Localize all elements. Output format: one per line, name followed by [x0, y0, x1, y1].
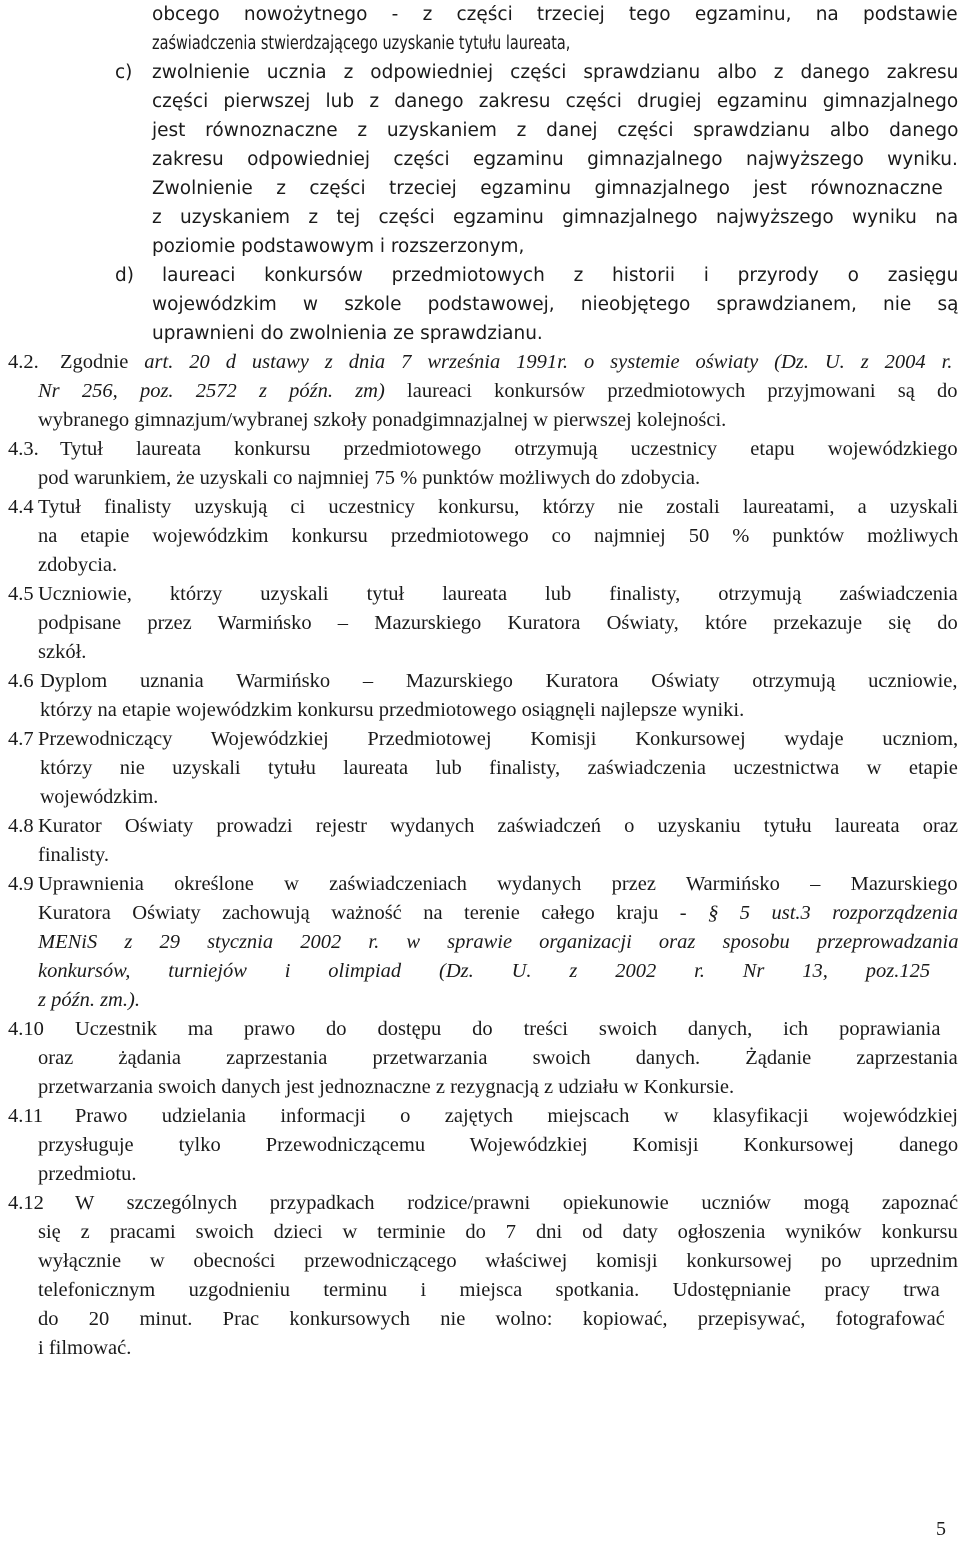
text-run: i filmować.: [38, 1337, 132, 1359]
italic-citation: MENiS z 29 stycznia 2002 r. w sprawie organizacji oraz sposobu przeprowadzania: [38, 931, 959, 953]
item-number: 4.11: [8, 1105, 44, 1127]
text-line: [75, 1102, 958, 1131]
text-line: [152, 203, 958, 232]
text-line: [75, 1015, 940, 1044]
item-number: 4.4: [8, 496, 34, 518]
text-line: [38, 551, 117, 580]
text-line: [38, 638, 86, 667]
text-run: podpisane przez Warmińsko – Mazurskiego Kuratora Oświaty, które przekazuje się do: [38, 612, 958, 634]
text-run: jest równoznaczne z uzyskaniem z danej części sprawdzianu albo danego: [152, 120, 959, 141]
italic-citation: Nr 256, poz. 2572 z późn. zm): [38, 380, 385, 402]
text-line: [38, 1276, 940, 1305]
text-run: Uczestnik ma prawo do dostępu do treści swoich danych, ich poprawiania: [75, 1018, 941, 1040]
text-run: Dyplom uznania Warmińsko – Mazurskiego Kuratora Oświaty otrzymują uczniowie,: [40, 670, 958, 692]
italic-citation: art. 20 d ustawy z dnia 7 września 1991r. o systemie oświaty (Dz. U. z 2004 r.: [144, 351, 953, 373]
text-run: Tytuł laureata konkursu przedmiotowego otrzymują uczestnicy etapu wojewódzkiego: [60, 438, 958, 460]
text-line: [38, 957, 930, 986]
text-run: przetwarzania swoich danych jest jednoznaczne z rezygnacją z udziału w Konkursie.: [38, 1076, 735, 1098]
text-run: na etapie wojewódzkim konkursu przedmiotowego co najmniej 50 % punktów możliwych: [38, 525, 959, 547]
text-line: [40, 667, 958, 696]
text-run: Zwolnienie z części trzeciej egzaminu gimnazjalnego jest równoznaczne: [152, 178, 943, 199]
text-run: pod warunkiem, że uzyskali co najmniej 75 % punktów możliwych do zdobycia.: [38, 467, 701, 489]
text-run: części pierwszej lub z danego zakresu części drugiej egzaminu gimnazjalnego: [152, 91, 959, 112]
text-line: [38, 464, 700, 493]
text-run: którzy na etapie wojewódzkim konkursu przedmiotowego osiągnęli najlepsze wyniki.: [40, 699, 745, 721]
item-number: 4.12: [8, 1192, 44, 1214]
text-run: finalisty.: [38, 844, 109, 866]
text-run: Uprawnienia określone w zaświadczeniach wydanych przez Warmińsko – Mazurskiego: [38, 873, 958, 895]
text-line: [38, 1131, 958, 1160]
text-line: [38, 928, 958, 957]
text-run: się z pracami swoich dzieci w terminie do 7 dni od daty ogłoszenia wyników konkursu: [38, 1221, 958, 1243]
text-line: [152, 290, 958, 319]
text-run: zaświadczenia stwierdzającego uzyskanie tytułu laureata,: [152, 33, 571, 54]
text-line: [38, 1073, 734, 1102]
text-line: [152, 116, 958, 145]
text-line: [152, 145, 958, 174]
text-run: szkół.: [38, 641, 87, 663]
italic-citation: konkursów, turniejów i olimpiad (Dz. U. z 2002 r. Nr 13, poz.125: [38, 960, 931, 982]
text-line: [38, 406, 726, 435]
item-number: 4.7: [8, 728, 34, 750]
text-line: [40, 696, 744, 725]
page-number: 5: [936, 1518, 946, 1540]
text-run: obcego nowożytnego - z części trzeciej tego egzaminu, na podstawie: [152, 4, 958, 25]
item-number: d): [115, 265, 134, 286]
text-run: Prawo udzielania informacji o zajętych miejscach w klasyfikacji wojewódzkiej: [75, 1105, 958, 1127]
text-line: [38, 725, 958, 754]
text-line: [40, 783, 158, 812]
text-line: [152, 0, 958, 29]
text-line: [152, 87, 958, 116]
item-number: 4.6: [8, 670, 34, 692]
item-number: 4.9: [8, 873, 34, 895]
text-run: Przewodniczący Wojewódzkiej Przedmiotowej Komisji Konkursowej wydaje uczniom,: [38, 728, 959, 750]
text-line: [38, 1305, 945, 1334]
text-run: zakresu odpowiedniej części egzaminu gimnazjalnego najwyższego wyniku.: [152, 149, 958, 170]
text-run: wojewódzkim.: [40, 786, 159, 808]
text-run: wybranego gimnazjum/wybranej szkoły ponadgimnazjalnej w pierwszej kolejności.: [38, 409, 727, 431]
text-line: [162, 261, 958, 290]
text-line: [40, 754, 958, 783]
italic-citation: § 5 ust.3 rozporządzenia: [708, 902, 958, 924]
text-run: Uczniowie, którzy uzyskali tytuł laureata lub finalisty, otrzymują zaświadczenia: [38, 583, 958, 605]
text-run: W szczególnych przypadkach rodzice/prawni opiekunowie uczniów mogą zapoznać: [75, 1192, 959, 1214]
text-run: wojewódzkim w szkole podstawowej, nieobjętego sprawdzianem, nie są: [152, 294, 959, 315]
text-line: [38, 493, 958, 522]
text-run: przedmiotu.: [38, 1163, 137, 1185]
text-line: [38, 580, 958, 609]
text-run: oraz żądania zaprzestania przetwarzania swoich danych. Żądanie zaprzestania: [38, 1047, 958, 1069]
text-line: [60, 348, 952, 377]
item-number: 4.2.: [8, 351, 39, 373]
text-line: [38, 1247, 958, 1276]
text-line: [38, 609, 958, 638]
item-number: c): [115, 62, 133, 83]
text-run: którzy nie uzyskali tytułu laureata lub finalisty, zaświadczenia uczestnictwa w etapie: [40, 757, 958, 779]
text-run: zdobycia.: [38, 554, 118, 576]
text-line: [152, 58, 958, 87]
text-line: [75, 1189, 958, 1218]
text-line: [38, 1218, 958, 1247]
text-run: telefonicznym uzgodnieniu terminu i miejsca spotkania. Udostępnianie pracy trwa: [38, 1279, 940, 1301]
text-line: [38, 1044, 958, 1073]
text-line: [152, 29, 570, 58]
text-run: uprawnieni do zwolnienia ze sprawdzianu.: [152, 323, 543, 344]
text-run: przysługuje tylko Przewodniczącemu Wojewódzkiej Komisji Konkursowej danego: [38, 1134, 959, 1156]
item-number: 4.3.: [8, 438, 39, 460]
text-line: [38, 986, 140, 1015]
italic-citation: z późn. zm.).: [38, 989, 140, 1011]
text-line: [38, 1334, 131, 1363]
item-number: 4.8: [8, 815, 34, 837]
text-run: laureaci konkursów przedmiotowych przyjmowani są do: [384, 380, 958, 402]
text-line: [38, 1160, 137, 1189]
text-line: [38, 841, 109, 870]
text-line: [152, 319, 543, 348]
text-run: Kuratora Oświaty zachowują ważność na terenie całego kraju -: [38, 902, 709, 924]
item-number: 4.5: [8, 583, 34, 605]
text-run: Kurator Oświaty prowadzi rejestr wydanych zaświadczeń o uzyskaniu tytułu laureata oraz: [38, 815, 958, 837]
text-line: [38, 870, 958, 899]
text-line: [38, 899, 958, 928]
text-line: [152, 174, 943, 203]
text-run: zwolnienie ucznia z odpowiedniej części sprawdzianu albo z danego zakresu: [152, 62, 959, 83]
text-line: [152, 232, 524, 261]
text-run: Zgodnie: [60, 351, 145, 373]
text-run: laureaci konkursów przedmiotowych z historii i przyrody o zasięgu: [162, 265, 959, 286]
text-run: poziomie podstawowym i rozszerzonym,: [152, 236, 525, 257]
text-run: do 20 minut. Prac konkursowych nie wolno: kopiować, przepisywać, fotografować: [38, 1308, 945, 1330]
text-run: wyłącznie w obecności przewodniczącego właściwej komisji konkursowej po uprzednim: [38, 1250, 958, 1272]
text-line: [60, 435, 958, 464]
text-line: [38, 377, 958, 406]
text-line: [38, 522, 958, 551]
text-run: Tytuł finalisty uzyskują ci uczestnicy konkursu, którzy nie zostali laureatami, a uzyskali: [38, 496, 959, 518]
item-number: 4.10: [8, 1018, 44, 1040]
text-line: [38, 812, 958, 841]
text-run: z uzyskaniem z tej części egzaminu gimnazjalnego najwyższego wyniku na: [152, 207, 959, 228]
